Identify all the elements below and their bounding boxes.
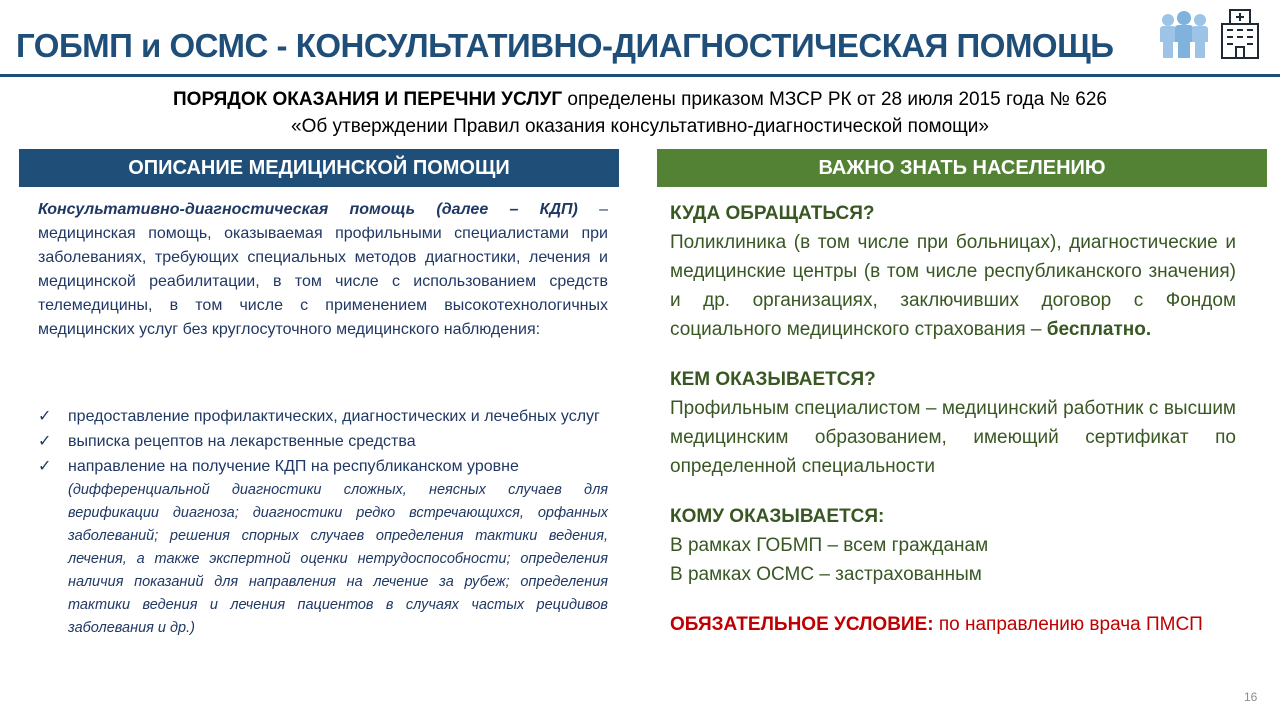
question-where: КУДА ОБРАЩАТЬСЯ? — [670, 203, 875, 224]
definition-term: Консультативно-диагностическая помощь (далее – КДП) — [38, 201, 578, 218]
checkmark-icon: ✓ — [38, 458, 52, 475]
list-item-text: предоставление профилактических, диагностических и лечебных услуг — [68, 408, 600, 425]
hospital-icon — [1222, 10, 1258, 58]
left-section-header: ОПИСАНИЕ МЕДИЦИНСКОЙ ПОМОЩИ — [19, 149, 619, 187]
page-title: ГОБМП и ОСМС - КОНСУЛЬТАТИВНО-ДИАГНОСТИЧЕСКАЯ ПОМОЩЬ — [16, 27, 1114, 64]
answer-where-text: Поликлиника (в том числе при больницах), диагностические и медицинские центры (в том числе республиканского значения) и др. организациях, заключивших договор с Фондом социального медицинского страхования – — [670, 232, 1236, 340]
answer-where — [670, 228, 1236, 344]
definition-text: – медицинская помощь, оказываемая профильными специалистами при заболеваниях, требующих специальных методов диагностики, лечения и медицинской реабилитации, в том числе с использованием средств телемедицины, в том числе с применением высокотехнологичных медицинских услуг без круглосуточного медицинского наблюдения: — [38, 201, 608, 338]
question-who: КЕМ ОКАЗЫВАЕТСЯ? — [670, 369, 876, 390]
people-icon — [1160, 11, 1208, 58]
checkmark-icon: ✓ — [38, 433, 52, 450]
list-item — [38, 404, 608, 429]
answer-where-free: бесплатно. — [1046, 319, 1152, 340]
subtitle-line2: «Об утверждении Правил оказания консультативно-диагностической помощи» — [291, 116, 989, 137]
title-divider — [0, 74, 1280, 77]
question-whom: КОМУ ОКАЗЫВАЕТСЯ: — [670, 506, 885, 527]
subtitle-bold: ПОРЯДОК ОКАЗАНИЯ И ПЕРЕЧНИ УСЛУГ — [173, 89, 563, 110]
answer-whom-osms: В рамках ОСМС – застрахованным — [670, 564, 982, 585]
public-info — [670, 200, 1236, 639]
condition-text: по направлению врача ПМСП — [933, 614, 1203, 635]
list-item — [38, 429, 608, 454]
list-item-detail: (дифференциальной диагностики сложных, неясных случаев для верификации диагноза; диагностики редко встречающихся, орфанных заболеваний; решения спорных случаев определения тактики ведения, лечения, а также экспертной оценки нетрудоспособности; определения наличия показаний для направления на лечение за рубеж; определения тактики ведения и лечения пациентов в случаях частых рецидивов заболевания и др.) — [68, 482, 608, 636]
subtitle-rest: определены приказом МЗСР РК от 28 июля 2015 года № 626 — [562, 89, 1107, 110]
list-item — [38, 454, 608, 640]
page-number: 16 — [1244, 690, 1258, 704]
answer-whom-gobmp: В рамках ГОБМП – всем гражданам — [670, 535, 989, 556]
header-icons — [1156, 6, 1264, 62]
list-item-text: выписка рецептов на лекарственные средства — [68, 433, 416, 450]
checkmark-icon: ✓ — [38, 408, 52, 425]
right-section-header: ВАЖНО ЗНАТЬ НАСЕЛЕНИЮ — [657, 149, 1267, 187]
definition-paragraph — [38, 198, 608, 342]
list-item-text: направление на получение КДП на республиканском уровне — [68, 458, 519, 475]
condition-label: ОБЯЗАТЕЛЬНОЕ УСЛОВИЕ: — [670, 614, 934, 635]
mandatory-condition — [670, 611, 1236, 639]
service-list — [38, 404, 608, 640]
subtitle — [40, 86, 1240, 140]
answer-who: Профильным специалистом – медицинский работник с высшим медицинским образованием, имеющий сертификат по определенной специальности — [670, 398, 1236, 477]
